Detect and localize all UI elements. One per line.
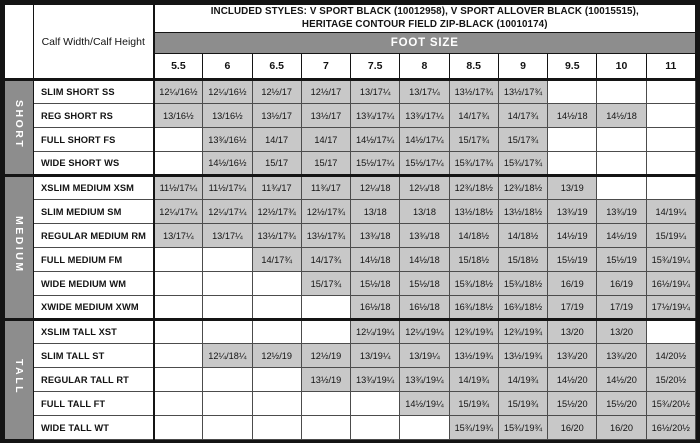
size-value-cell: 13½/18½ <box>498 200 547 224</box>
empty-cell <box>646 104 695 128</box>
size-value-cell: 12¼/16½ <box>203 80 252 104</box>
size-value-cell: 14/17 <box>301 128 350 152</box>
size-value-cell: 14½/20 <box>548 368 597 392</box>
empty-cell <box>203 272 252 296</box>
row-label: REG SHORT RS <box>34 104 154 128</box>
size-value-cell: 16/19 <box>597 272 646 296</box>
size-value-cell: 12¼/18 <box>400 176 449 200</box>
size-value-cell: 12¼/18¼ <box>203 344 252 368</box>
row-label: FULL TALL FT <box>34 392 154 416</box>
foot-size-column-header: 7.5 <box>351 54 400 80</box>
size-value-cell: 16½/18 <box>400 296 449 320</box>
size-value-cell: 14/18½ <box>449 224 498 248</box>
size-value-cell: 12¼/18 <box>351 176 400 200</box>
group-label-text: TALL <box>13 359 25 396</box>
size-value-cell: 13/17¼ <box>154 224 203 248</box>
foot-size-column-header: 10 <box>597 54 646 80</box>
foot-size-column-header: 6.5 <box>252 54 301 80</box>
size-value-cell: 15/17¾ <box>498 128 547 152</box>
row-label: SLIM TALL ST <box>34 344 154 368</box>
empty-cell <box>252 368 301 392</box>
row-label: FULL SHORT FS <box>34 128 154 152</box>
size-value-cell: 14½/18 <box>548 104 597 128</box>
size-value-cell: 14/19¼ <box>646 200 695 224</box>
size-value-cell: 11½/17¼ <box>154 176 203 200</box>
empty-cell <box>154 248 203 272</box>
empty-cell <box>646 152 695 176</box>
foot-size-column-header: 9 <box>498 54 547 80</box>
size-value-cell: 11¾/17 <box>252 176 301 200</box>
row-label: WIDE MEDIUM WM <box>34 272 154 296</box>
empty-cell <box>646 176 695 200</box>
empty-cell <box>252 392 301 416</box>
foot-size-column-header: 7 <box>301 54 350 80</box>
size-value-cell: 13/19 <box>548 176 597 200</box>
empty-cell <box>203 248 252 272</box>
size-value-cell: 13¾/19¼ <box>351 368 400 392</box>
included-styles-line2: HERITAGE CONTOUR FIELD ZIP-BLACK (10010174) <box>301 18 548 30</box>
corner-empty-cell <box>5 5 34 80</box>
size-value-cell: 13½/17¾ <box>252 224 301 248</box>
size-value-cell: 12¼/17¼ <box>154 200 203 224</box>
size-value-cell: 15/18½ <box>449 248 498 272</box>
included-styles-line1: INCLUDED STYLES: V SPORT BLACK (10012958), V SPORT ALLOVER BLACK (10015515), <box>210 5 639 17</box>
size-value-cell: 14/17¾ <box>301 248 350 272</box>
size-value-cell: 16¾/18½ <box>449 296 498 320</box>
size-value-cell: 12¾/18½ <box>449 176 498 200</box>
size-chart-table <box>4 4 696 440</box>
included-styles-header <box>154 5 696 33</box>
empty-cell <box>252 320 301 344</box>
empty-cell <box>351 392 400 416</box>
empty-cell <box>548 128 597 152</box>
size-value-cell: 16¾/18½ <box>498 296 547 320</box>
size-value-cell: 13¾/17¼ <box>351 104 400 128</box>
empty-cell <box>154 272 203 296</box>
size-value-cell: 12¾/18½ <box>498 176 547 200</box>
size-value-cell: 12½/19 <box>252 344 301 368</box>
size-value-cell: 13¾/19¼ <box>400 368 449 392</box>
size-value-cell: 16/20 <box>548 416 597 440</box>
size-value-cell: 12¾/19¾ <box>449 320 498 344</box>
group-label-text: MEDIUM <box>13 216 25 274</box>
empty-cell <box>154 152 203 176</box>
size-value-cell: 14½/17¼ <box>351 128 400 152</box>
size-value-cell: 15/17 <box>252 152 301 176</box>
size-value-cell: 13½/19¾ <box>498 344 547 368</box>
size-value-cell: 12¼/17¼ <box>203 200 252 224</box>
size-value-cell: 13/17¼ <box>351 80 400 104</box>
group-label-short <box>5 80 34 176</box>
size-value-cell: 14/19¾ <box>498 368 547 392</box>
group-label-text: SHORT <box>13 100 25 150</box>
foot-size-column-header: 6 <box>203 54 252 80</box>
row-label: SLIM MEDIUM SM <box>34 200 154 224</box>
empty-cell <box>154 392 203 416</box>
size-value-cell: 12½/17¾ <box>301 200 350 224</box>
size-value-cell: 15/19¾ <box>449 392 498 416</box>
empty-cell <box>154 320 203 344</box>
calf-width-height-label: Calf Width/Calf Height <box>34 5 154 80</box>
empty-cell <box>301 296 350 320</box>
size-value-cell: 14/17 <box>252 128 301 152</box>
empty-cell <box>301 416 350 440</box>
size-value-cell: 13/20 <box>597 320 646 344</box>
empty-cell <box>400 416 449 440</box>
size-value-cell: 13½/17¾ <box>301 224 350 248</box>
size-value-cell: 14½/18 <box>400 248 449 272</box>
size-value-cell: 15¾/17¾ <box>498 152 547 176</box>
size-value-cell: 15½/19 <box>548 248 597 272</box>
foot-size-column-header: 5.5 <box>154 54 203 80</box>
size-value-cell: 16½/18 <box>351 296 400 320</box>
size-value-cell: 15/19¼ <box>646 224 695 248</box>
size-value-cell: 13½/17¾ <box>498 80 547 104</box>
row-label: FULL MEDIUM FM <box>34 248 154 272</box>
size-value-cell: 14/17¾ <box>252 248 301 272</box>
size-value-cell: 15¾/20½ <box>646 392 695 416</box>
row-label: WIDE SHORT WS <box>34 152 154 176</box>
row-label: XSLIM MEDIUM XSM <box>34 176 154 200</box>
row-label: REGULAR TALL RT <box>34 368 154 392</box>
empty-cell <box>203 320 252 344</box>
size-value-cell: 14/17¾ <box>498 104 547 128</box>
empty-cell <box>548 80 597 104</box>
size-value-cell: 15½/17¼ <box>351 152 400 176</box>
foot-size-column-header: 11 <box>646 54 695 80</box>
row-label: XWIDE MEDIUM XWM <box>34 296 154 320</box>
size-value-cell: 13/19¼ <box>400 344 449 368</box>
empty-cell <box>252 272 301 296</box>
size-value-cell: 13/17¼ <box>400 80 449 104</box>
size-value-cell: 13¾/16½ <box>203 128 252 152</box>
size-value-cell: 12½/17¾ <box>252 200 301 224</box>
size-value-cell: 14/19¾ <box>449 368 498 392</box>
size-value-cell: 15½/19 <box>597 248 646 272</box>
size-value-cell: 15/19¾ <box>498 392 547 416</box>
size-value-cell: 15/17¾ <box>449 128 498 152</box>
size-value-cell: 13/20 <box>548 320 597 344</box>
group-label-tall <box>5 320 34 440</box>
size-value-cell: 15/17 <box>301 152 350 176</box>
size-value-cell: 15½/18 <box>351 272 400 296</box>
size-value-cell: 12½/17 <box>301 80 350 104</box>
row-label: XSLIM TALL XST <box>34 320 154 344</box>
empty-cell <box>203 296 252 320</box>
size-value-cell: 13½/17 <box>301 104 350 128</box>
empty-cell <box>597 80 646 104</box>
size-value-cell: 14½/18 <box>351 248 400 272</box>
size-value-cell: 14½/19 <box>548 224 597 248</box>
size-value-cell: 13¾/20 <box>597 344 646 368</box>
row-label: REGULAR MEDIUM RM <box>34 224 154 248</box>
foot-size-banner: FOOT SIZE <box>154 33 696 54</box>
size-value-cell: 15¾/17¾ <box>449 152 498 176</box>
size-value-cell: 13¾/18 <box>400 224 449 248</box>
size-value-cell: 13/16½ <box>154 104 203 128</box>
size-value-cell: 11½/17¼ <box>203 176 252 200</box>
empty-cell <box>301 320 350 344</box>
empty-cell <box>203 392 252 416</box>
size-value-cell: 13/18 <box>400 200 449 224</box>
size-value-cell: 12½/17 <box>252 80 301 104</box>
size-value-cell: 12¼/19¼ <box>351 320 400 344</box>
empty-cell <box>548 152 597 176</box>
size-value-cell: 15¾/19¾ <box>498 416 547 440</box>
size-value-cell: 14½/18 <box>597 104 646 128</box>
empty-cell <box>154 344 203 368</box>
empty-cell <box>203 368 252 392</box>
row-label: WIDE TALL WT <box>34 416 154 440</box>
empty-cell <box>646 80 695 104</box>
size-value-cell: 15½/17¼ <box>400 152 449 176</box>
size-value-cell: 13¾/19 <box>548 200 597 224</box>
size-value-cell: 13/17¼ <box>203 224 252 248</box>
empty-cell <box>646 128 695 152</box>
group-label-medium <box>5 176 34 320</box>
empty-cell <box>597 152 646 176</box>
size-value-cell: 15¾/18½ <box>498 272 547 296</box>
empty-cell <box>252 296 301 320</box>
empty-cell <box>597 128 646 152</box>
size-value-cell: 13½/17 <box>252 104 301 128</box>
empty-cell <box>351 416 400 440</box>
empty-cell <box>154 416 203 440</box>
size-value-cell: 12½/19 <box>301 344 350 368</box>
size-value-cell: 13/18 <box>351 200 400 224</box>
size-value-cell: 13½/19¾ <box>449 344 498 368</box>
size-value-cell: 14½/16½ <box>203 152 252 176</box>
size-value-cell: 16½/19¼ <box>646 272 695 296</box>
size-value-cell: 13½/17¾ <box>449 80 498 104</box>
size-value-cell: 12¼/19¼ <box>400 320 449 344</box>
size-value-cell: 15¾/18½ <box>449 272 498 296</box>
size-value-cell: 16/20 <box>597 416 646 440</box>
size-value-cell: 15½/20 <box>597 392 646 416</box>
size-value-cell: 17/19 <box>548 296 597 320</box>
size-value-cell: 13¾/17¼ <box>400 104 449 128</box>
empty-cell <box>203 416 252 440</box>
empty-cell <box>154 368 203 392</box>
size-value-cell: 13¾/18 <box>351 224 400 248</box>
size-value-cell: 13½/19 <box>301 368 350 392</box>
size-value-cell: 14½/19¼ <box>400 392 449 416</box>
size-value-cell: 12¼/16½ <box>154 80 203 104</box>
size-value-cell: 15¾/19¼ <box>646 248 695 272</box>
size-value-cell: 11¾/17 <box>301 176 350 200</box>
size-value-cell: 15/18½ <box>498 248 547 272</box>
size-value-cell: 14½/19 <box>597 224 646 248</box>
size-value-cell: 14/17¾ <box>449 104 498 128</box>
size-value-cell: 13/16½ <box>203 104 252 128</box>
size-value-cell: 14½/20 <box>597 368 646 392</box>
size-value-cell: 16/19 <box>548 272 597 296</box>
foot-size-column-header: 8 <box>400 54 449 80</box>
size-value-cell: 12¾/19¾ <box>498 320 547 344</box>
size-value-cell: 15/20½ <box>646 368 695 392</box>
size-value-cell: 15¾/19¾ <box>449 416 498 440</box>
size-value-cell: 17/19 <box>597 296 646 320</box>
size-value-cell: 15½/18 <box>400 272 449 296</box>
size-value-cell: 15/17¾ <box>301 272 350 296</box>
row-label: SLIM SHORT SS <box>34 80 154 104</box>
empty-cell <box>301 392 350 416</box>
size-value-cell: 17½/19¼ <box>646 296 695 320</box>
size-value-cell: 13¾/20 <box>548 344 597 368</box>
size-value-cell: 16½/20½ <box>646 416 695 440</box>
empty-cell <box>252 416 301 440</box>
size-value-cell: 13/19¼ <box>351 344 400 368</box>
size-value-cell: 14/20½ <box>646 344 695 368</box>
size-value-cell: 14½/17¼ <box>400 128 449 152</box>
empty-cell <box>154 128 203 152</box>
size-value-cell: 15½/20 <box>548 392 597 416</box>
size-value-cell: 13¾/19 <box>597 200 646 224</box>
foot-size-column-header: 8.5 <box>449 54 498 80</box>
empty-cell <box>597 176 646 200</box>
empty-cell <box>646 320 695 344</box>
size-value-cell: 14/18½ <box>498 224 547 248</box>
foot-size-column-header: 9.5 <box>548 54 597 80</box>
empty-cell <box>154 296 203 320</box>
size-value-cell: 13½/18½ <box>449 200 498 224</box>
